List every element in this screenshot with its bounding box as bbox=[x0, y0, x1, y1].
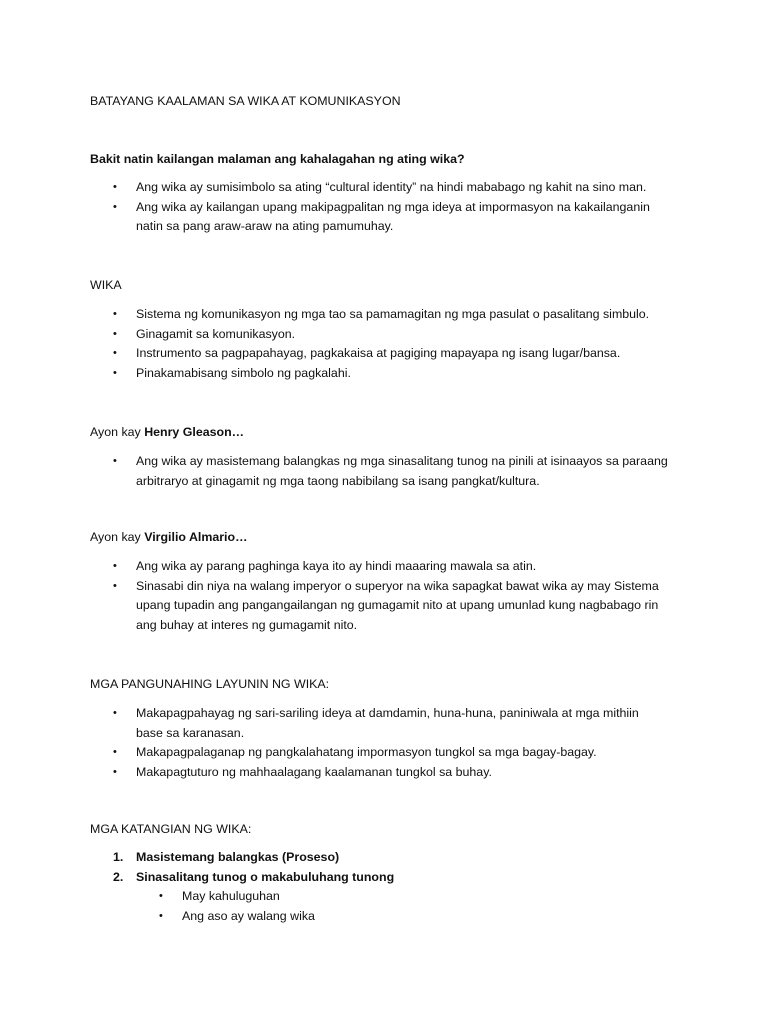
list-item bbox=[113, 178, 696, 198]
list-item-text: Pinakamabisang simbolo ng pagkalahi. bbox=[136, 365, 351, 380]
section-wika-heading: WIKA bbox=[90, 278, 122, 292]
list-item bbox=[113, 325, 696, 345]
list-item-text: Makapagtuturo ng mahhaalagang kaalamanan tungkol sa buhay. bbox=[136, 764, 492, 779]
question-list bbox=[113, 178, 696, 237]
item-number: 1. bbox=[113, 850, 124, 864]
section-layunin-heading: MGA PANGUNAHING LAYUNIN NG WIKA: bbox=[90, 677, 330, 691]
layunin-list bbox=[113, 704, 696, 782]
list-item bbox=[113, 743, 696, 763]
numbered-item bbox=[113, 848, 696, 868]
bullet-icon: • bbox=[113, 579, 117, 592]
bullet-icon: • bbox=[113, 455, 117, 467]
author-name: Henry Gleason… bbox=[144, 425, 245, 439]
heading-prefix: Ayon kay bbox=[90, 530, 145, 544]
list-item-text: Ang wika ay kailangan upang makipagpalitan ng mga ideya at impormasyon na kakailanganin natin sa pang araw-araw na ating pamumuhay. bbox=[136, 199, 650, 233]
list-item bbox=[159, 907, 582, 927]
list-item-text: Ang aso ay walang wika bbox=[182, 908, 315, 923]
bullet-icon: • bbox=[113, 707, 117, 719]
bullet-icon: • bbox=[113, 200, 117, 213]
list-item-text: Makapagpalaganap ng pangkalahatang impormasyon tungkol sa mga bagay-bagay. bbox=[136, 745, 597, 759]
list-item-text: Ginagamit sa komunikasyon. bbox=[136, 326, 296, 341]
list-item bbox=[113, 763, 696, 783]
bullet-icon: • bbox=[113, 181, 117, 193]
list-item-text: Sistema ng komunikasyon ng mga tao sa pamamagitan ng mga pasulat o pasalitang simbulo. bbox=[136, 307, 650, 321]
bullet-icon: • bbox=[113, 366, 117, 379]
list-item-text: Ang wika ay masistemang balangkas ng mga sinasalitang tunog na pinili at isinaayos sa paraang arbitraryo at ginagamit ng mga taong nabibilang sa isang pangkat/kultura. bbox=[136, 454, 668, 488]
author-name: Virgilio Almario… bbox=[144, 530, 248, 544]
bullet-icon: • bbox=[159, 890, 163, 902]
list-item bbox=[113, 452, 681, 491]
list-item bbox=[113, 557, 696, 577]
bullet-icon: • bbox=[113, 347, 117, 359]
katangian-sublist bbox=[159, 887, 582, 926]
list-item bbox=[113, 344, 696, 364]
bullet-icon: • bbox=[159, 909, 163, 922]
list-item-text: May kahuluguhan bbox=[182, 889, 280, 903]
list-item-text: Sinasalitang tunog o makabuluhang tunong bbox=[136, 869, 395, 884]
wika-list bbox=[113, 305, 696, 383]
list-item bbox=[159, 887, 582, 907]
list-item-text: Ang wika ay sumisimbolo sa ating “cultural identity” na hindi mababago ng kahit na sino man. bbox=[136, 180, 647, 194]
gleason-list bbox=[113, 452, 681, 491]
bullet-icon: • bbox=[113, 327, 117, 340]
numbered-item bbox=[113, 868, 696, 888]
list-item-text: Ang wika ay parang paghinga kaya ito ay hindi maaaring mawala sa atin. bbox=[136, 559, 537, 573]
section-katangian-heading: MGA KATANGIAN NG WIKA: bbox=[90, 822, 252, 836]
list-item bbox=[113, 704, 656, 743]
almario-list bbox=[113, 557, 696, 635]
heading-prefix: Ayon kay bbox=[90, 425, 145, 439]
list-item-text: Instrumento sa pagpapahayag, pagkakaisa at pagiging mapayapa ng isang lugar/bansa. bbox=[136, 346, 621, 360]
katangian-list bbox=[113, 848, 696, 887]
list-item bbox=[113, 305, 696, 325]
bullet-icon: • bbox=[113, 308, 117, 320]
bullet-icon: • bbox=[113, 560, 117, 572]
document-title: BATAYANG KAALAMAN SA WIKA AT KOMUNIKASYON bbox=[90, 94, 401, 108]
bullet-icon: • bbox=[113, 765, 117, 778]
item-number: 2. bbox=[113, 869, 124, 884]
section-almario-heading bbox=[90, 528, 247, 548]
list-item bbox=[113, 577, 666, 636]
bullet-icon: • bbox=[113, 746, 117, 758]
list-item bbox=[113, 364, 696, 384]
list-item-text: Sinasabi din niya na walang imperyor o superyor na wika sapagkat bawat wika ay may Sistema upang tupadin ang pangangailangan ng gumagamit nito at upang umunlad kung nagbabago rin ang buhay at interes ng gumagamit nito. bbox=[136, 578, 659, 632]
list-item-text: Masistemang balangkas (Proseso) bbox=[136, 850, 340, 864]
section-gleason-heading bbox=[90, 423, 244, 443]
section-question-heading: Bakit natin kailangan malaman ang kahalagahan ng ating wika? bbox=[90, 152, 465, 166]
list-item bbox=[113, 198, 676, 237]
list-item-text: Makapagpahayag ng sari-sariling ideya at damdamin, huna-huna, paniniwala at mga mithiin base sa karanasan. bbox=[136, 706, 639, 740]
